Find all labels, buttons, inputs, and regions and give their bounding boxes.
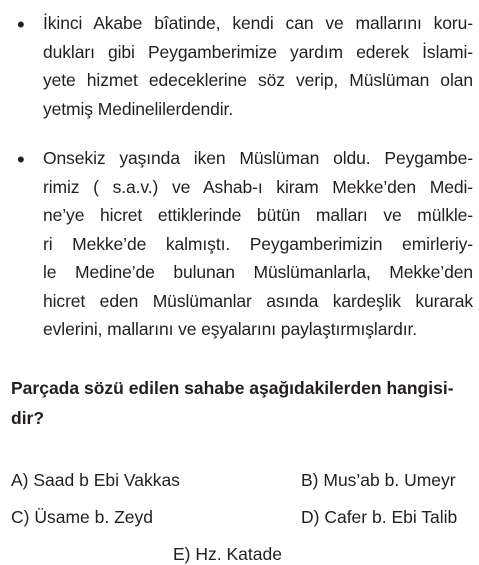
bullet-text-1 — [43, 9, 473, 123]
text-line: İkinci Akabe bîatinde, kendi can ve mallarını koru- — [43, 13, 473, 33]
question-line: Parçada sözü edilen sahabe aşağıdakilerden hangisi- — [11, 378, 454, 398]
question-line: dir? — [11, 408, 45, 428]
text-line: le Medine’de bulunan Müslümanlarla, Mekke’den — [43, 262, 473, 282]
text-line: ne’ye hicret ettiklerinde bütün malları ve mülkle- — [43, 205, 473, 225]
text-line: dukları gibi Peygamberimize yardım ederek İslami- — [43, 41, 473, 62]
option-b[interactable]: B) Mus’ab b. Umeyr — [301, 470, 456, 490]
text-line: Onsekiz yaşında iken Müslüman oldu. Peygambe- — [43, 148, 473, 168]
bullet-text-2 — [43, 144, 473, 344]
option-c[interactable]: C) Üsame b. Zeyd — [11, 507, 153, 527]
option-a[interactable]: A) Saad b Ebi Vakkas — [11, 470, 180, 490]
text-line: ri Mekke’de kalmıştı. Peygamberimizin emirleriy- — [43, 233, 473, 254]
question-stem — [11, 373, 471, 433]
text-line: yete hizmet edeceklerine söz verip, Müslüman olan — [43, 70, 473, 90]
text-line: hicret eden Müslümanlar asında kardeşlik kurarak — [43, 290, 473, 311]
option-e[interactable]: E) Hz. Katade — [173, 544, 282, 564]
option-d[interactable]: D) Cafer b. Ebi Talib — [301, 507, 458, 527]
text-line: evlerini, mallarını ve eşyalarını paylaştırmışlardır. — [43, 319, 418, 339]
bullet-marker: • — [17, 147, 25, 172]
text-line: yetmiş Medinelilerdendir. — [43, 98, 234, 119]
text-line: rimiz ( s.a.v.) ve Ashab-ı kiram Mekke’den Medi- — [43, 176, 473, 197]
bullet-marker: • — [17, 12, 25, 37]
